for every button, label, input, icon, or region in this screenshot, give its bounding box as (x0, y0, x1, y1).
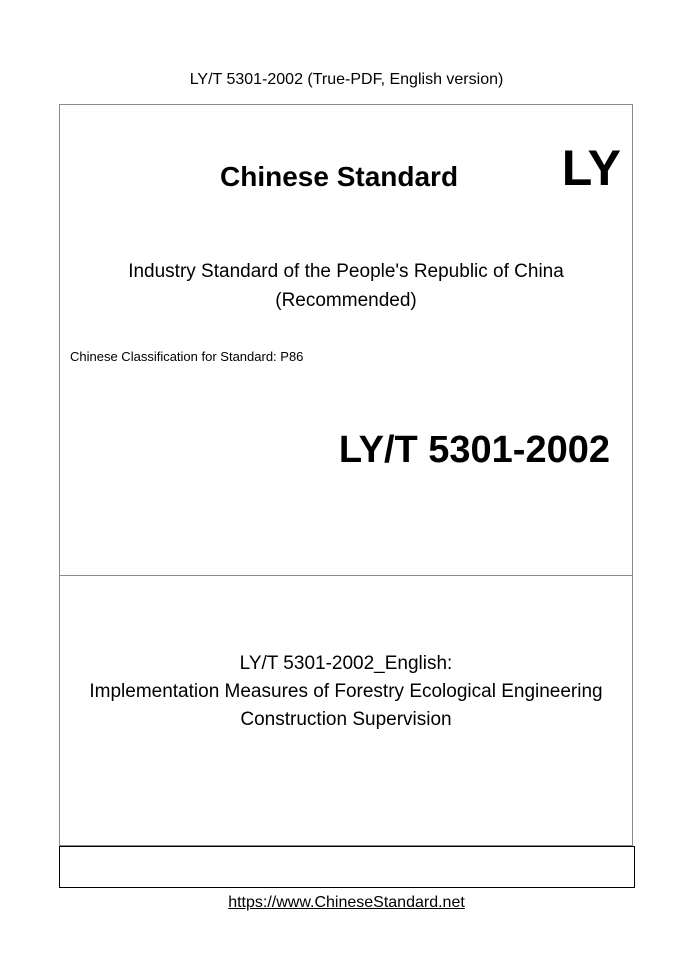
document-title (60, 650, 632, 734)
doc-title-line-1: LY/T 5301-2002_English: (239, 653, 453, 674)
doc-title-line-2: Implementation Measures of Forestry Ecological Engineering (89, 681, 603, 702)
cover-frame (59, 104, 633, 846)
standard-code-abbrev: LY (561, 140, 621, 196)
section-divider (60, 575, 632, 576)
classification-text: Chinese Classification for Standard: P86 (70, 349, 304, 364)
footer-box (59, 846, 635, 888)
standard-number: LY/T 5301-2002 (338, 429, 610, 471)
cover-subtitle (60, 257, 632, 315)
doc-title-line-3: Construction Supervision (240, 709, 452, 730)
header-title: LY/T 5301-2002 (True-PDF, English version) (189, 71, 504, 88)
website-link[interactable]: https://www.ChineseStandard.net (228, 894, 465, 911)
cover-heading: Chinese Standard (220, 161, 459, 192)
subtitle-line-1: Industry Standard of the People's Republic of China (128, 261, 564, 282)
subtitle-line-2: (Recommended) (275, 290, 417, 311)
